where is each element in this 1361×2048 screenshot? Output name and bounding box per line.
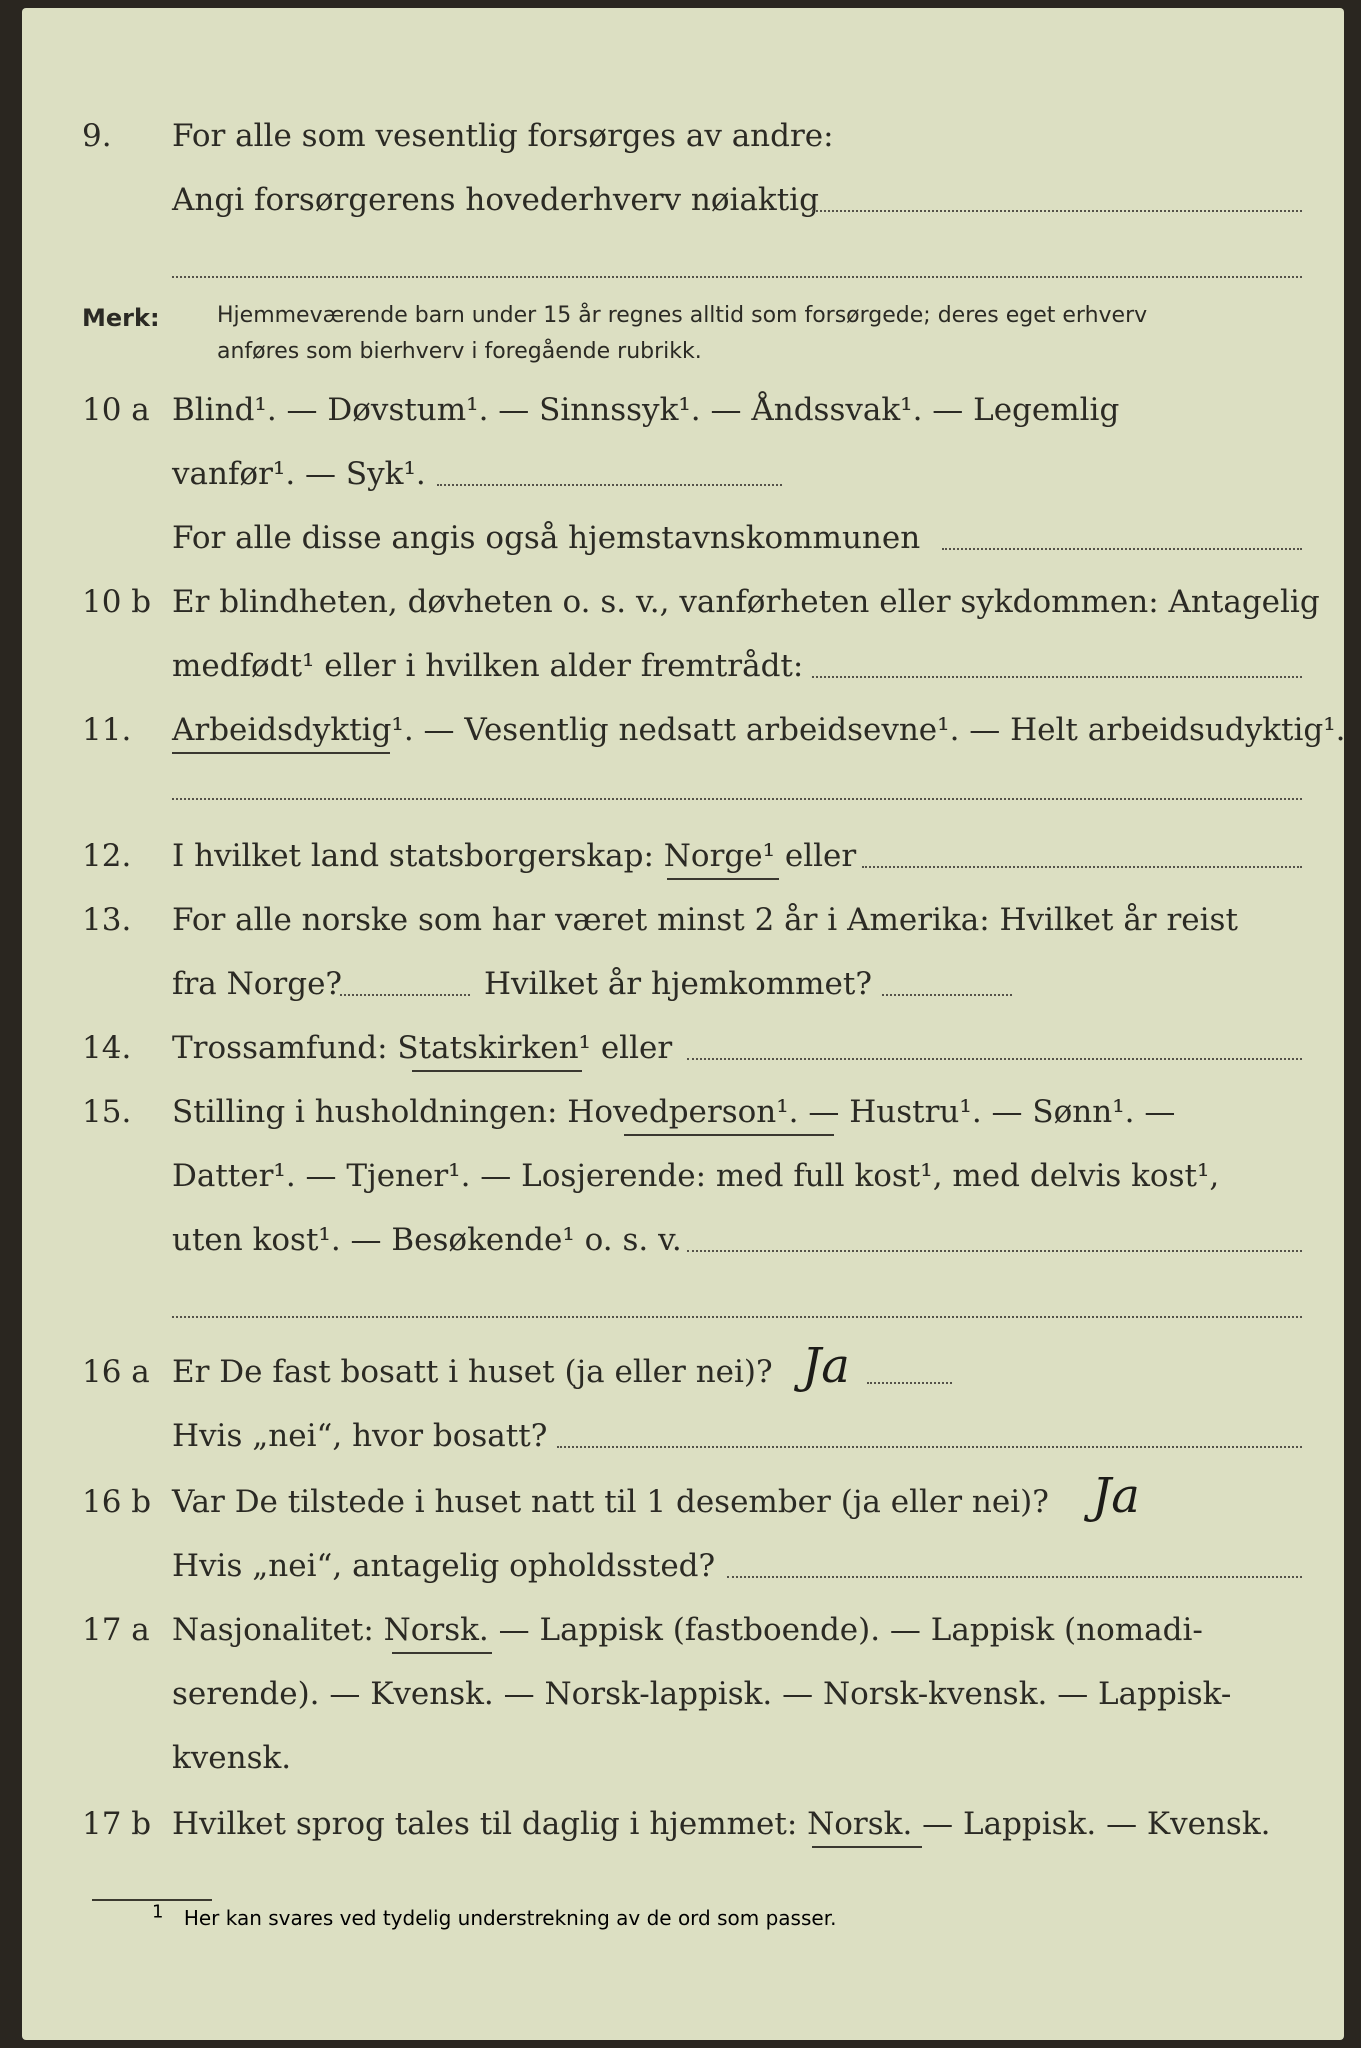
answer-line	[437, 484, 782, 486]
answer-line	[172, 1316, 1302, 1318]
underline-mark	[624, 1134, 834, 1136]
answer-line	[882, 994, 1012, 996]
answer-line	[557, 1446, 1302, 1448]
answer-line	[862, 866, 1302, 868]
underline-mark	[412, 1070, 582, 1072]
handwritten-answer: Ja	[1092, 1468, 1140, 1524]
item-number: 11.	[82, 712, 132, 748]
item-number: 13.	[82, 902, 132, 938]
answer-line	[812, 210, 1302, 212]
item-text: Hvilket sprog tales til daglig i hjemmet: Norsk. — Lappisk. — Kvensk.	[172, 1806, 1271, 1842]
item-text: Stilling i husholdningen: Hovedperson¹. — Hustru¹. — Sønn¹. —	[172, 1094, 1176, 1130]
underline-mark	[172, 752, 390, 754]
note-text: anføres som bierhverv i foregående rubrikk.	[217, 339, 702, 364]
item-text: Blind¹. — Døvstum¹. — Sinnssyk¹. — Åndssvak¹. — Legemlig	[172, 392, 1120, 428]
item-text: vanfør¹. — Syk¹.	[172, 456, 426, 492]
note-label: Merk:	[82, 304, 160, 332]
item-text: Trossamfund: Statskirken¹ eller	[172, 1030, 673, 1066]
answer-line	[340, 994, 470, 996]
item-text: For alle som vesentlig forsørges av andre:	[172, 118, 834, 154]
answer-line	[942, 548, 1302, 550]
item-text: For alle disse angis også hjemstavnskommunen	[172, 520, 921, 556]
footnote-mark: 1	[152, 1901, 164, 1923]
answer-line	[812, 676, 1302, 678]
item-text: fra Norge?	[172, 966, 343, 1002]
item-text: Hvilket år hjemkommet?	[484, 966, 872, 1002]
answer-line	[867, 1382, 952, 1384]
item-number: 12.	[82, 838, 132, 874]
item-number: 14.	[82, 1030, 132, 1066]
item-number: 16 a	[82, 1354, 150, 1390]
item-text: Hvis „nei“, antagelig opholdssted?	[172, 1548, 716, 1584]
answer-line	[172, 798, 1302, 800]
item-number: 10 b	[82, 584, 152, 620]
item-text: uten kost¹. — Besøkende¹ o. s. v.	[172, 1222, 682, 1258]
item-text: Arbeidsdyktig¹. — Vesentlig nedsatt arbeidsevne¹. — Helt arbeidsudyktig¹.	[172, 712, 1346, 748]
item-number: 10 a	[82, 392, 150, 428]
item-text: Hvis „nei“, hvor bosatt?	[172, 1418, 548, 1454]
item-number: 17 a	[82, 1612, 150, 1648]
item-text: Er De fast bosatt i huset (ja eller nei)?	[172, 1354, 773, 1390]
answer-line	[727, 1576, 1302, 1578]
census-form-page	[22, 8, 1344, 2040]
item-text: serende). — Kvensk. — Norsk-lappisk. — Norsk-kvensk. — Lappisk-	[172, 1676, 1232, 1712]
underline-mark	[667, 878, 779, 880]
note-text: Hjemmeværende barn under 15 år regnes alltid som forsørgede; deres eget erhverv	[217, 303, 1148, 328]
item-text: For alle norske som har været minst 2 år i Amerika: Hvilket år reist	[172, 902, 1238, 938]
item-text: Datter¹. — Tjener¹. — Losjerende: med full kost¹, med delvis kost¹,	[172, 1158, 1220, 1194]
item-text: I hvilket land statsborgerskap: Norge¹ eller	[172, 838, 857, 874]
item-text: Angi forsørgerens hovederhverv nøiaktig	[172, 182, 819, 218]
item-text: Nasjonalitet: Norsk. — Lappisk (fastboende). — Lappisk (nomadi-	[172, 1612, 1203, 1648]
footnote	[152, 1901, 837, 1930]
answer-line	[687, 1250, 1302, 1252]
item-number: 9.	[82, 118, 112, 154]
item-text: medfødt¹ eller i hvilken alder fremtrådt:	[172, 648, 804, 684]
item-number: 17 b	[82, 1806, 152, 1842]
footnote-text: Her kan svares ved tydelig understrekning av de ord som passer.	[183, 1906, 837, 1930]
underline-mark	[812, 1846, 922, 1848]
item-text: Var De tilstede i huset natt til 1 desember (ja eller nei)?	[172, 1484, 1049, 1520]
answer-line	[687, 1058, 1302, 1060]
item-number: 15.	[82, 1094, 132, 1130]
handwritten-answer: Ja	[802, 1338, 850, 1394]
item-number: 16 b	[82, 1484, 152, 1520]
answer-line	[172, 276, 1302, 278]
underline-mark	[392, 1652, 492, 1654]
item-text: Er blindheten, døvheten o. s. v., vanførheten eller sykdommen: Antagelig	[172, 584, 1320, 620]
item-text: kvensk.	[172, 1740, 292, 1776]
